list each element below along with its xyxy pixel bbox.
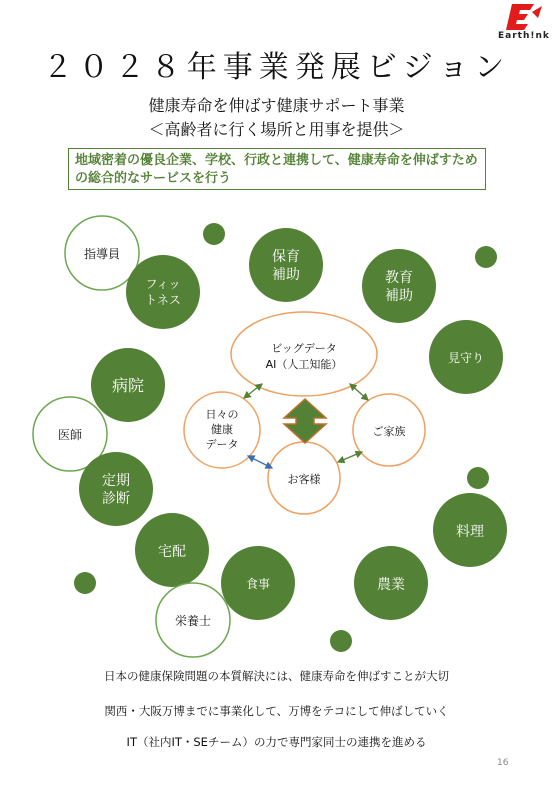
footer-line-1: 日本の健康保険問題の本質解決には、健康寿命を伸ばすことが大切 bbox=[104, 669, 449, 683]
connector-arrow bbox=[350, 384, 368, 400]
summary-box: 地域密着の優良企業、学校、行政と連携して、健康寿命を伸ばすための総合的なサービスを行う bbox=[68, 148, 486, 190]
partner-label: 医師 bbox=[57, 428, 83, 442]
subtitle-sub: ＜高齢者に行く場所と用事を提供＞ bbox=[148, 120, 405, 139]
decor-dot bbox=[467, 467, 489, 489]
decor-dot bbox=[330, 630, 352, 652]
partner-nutritionist bbox=[156, 583, 230, 657]
page-title: ２０２８年事業発展ビジョン bbox=[42, 50, 511, 85]
connector-arrow bbox=[244, 384, 262, 398]
partner-education bbox=[362, 249, 436, 323]
partner-agriculture bbox=[354, 546, 428, 620]
partner-label: 補助 bbox=[385, 288, 413, 304]
connector-arrow bbox=[248, 456, 272, 468]
partner-cooking bbox=[433, 493, 507, 567]
node-label: お客様 bbox=[287, 473, 321, 486]
page-number: 16 bbox=[497, 758, 509, 768]
partner-label: トネス bbox=[145, 293, 181, 307]
partner-instructor bbox=[65, 216, 139, 290]
partner-checkup bbox=[79, 452, 153, 526]
node-family bbox=[353, 394, 425, 466]
partner-label: 農業 bbox=[377, 577, 405, 593]
up-down-arrow-icon bbox=[284, 399, 326, 443]
partner-label: 栄養士 bbox=[174, 614, 212, 628]
footer-line-2: 関西・大阪万博までに事業化して、万博をテコにして伸ばしていく bbox=[104, 704, 449, 718]
partner-label: 定期 bbox=[102, 473, 130, 489]
node-label: ご家族 bbox=[372, 425, 406, 438]
partner-label: 保育 bbox=[272, 249, 300, 265]
node-label: ビッグデータ bbox=[271, 342, 337, 355]
node-label: 日々の bbox=[205, 408, 239, 421]
partner-label: 宅配 bbox=[158, 544, 186, 560]
partner-label: 食事 bbox=[245, 577, 271, 591]
subtitle-main: 健康寿命を伸ばす健康サポート事業 bbox=[148, 96, 405, 115]
partner-label: 教育 bbox=[385, 270, 413, 286]
earthink-logo bbox=[496, 2, 552, 46]
ecosystem-diagram bbox=[0, 200, 553, 660]
node-bigdata-ai bbox=[231, 312, 377, 396]
partner-hospital bbox=[91, 348, 165, 422]
partner-watch bbox=[429, 320, 503, 394]
node-label: データ bbox=[205, 438, 239, 451]
partner-fitness bbox=[126, 255, 200, 329]
partner-label: 診断 bbox=[102, 491, 130, 507]
connector-arrow bbox=[338, 452, 362, 462]
logo-text: Earth!nk bbox=[498, 31, 550, 41]
partner-meal bbox=[221, 546, 295, 620]
partner-label: 補助 bbox=[272, 267, 300, 283]
logo-mark-icon bbox=[504, 2, 544, 32]
partner-label: 料理 bbox=[456, 524, 484, 540]
partner-label: フィッ bbox=[145, 277, 181, 291]
node-label: AI（人工知能） bbox=[265, 358, 343, 371]
footer-line-3: IT（社内IT・SEチーム）の力で専門家同士の連携を進める bbox=[126, 735, 427, 749]
partner-label: 指導員 bbox=[83, 247, 121, 261]
node-customer bbox=[268, 442, 340, 514]
decor-dot bbox=[74, 572, 96, 594]
node-label: 健康 bbox=[211, 423, 233, 436]
partner-delivery bbox=[135, 513, 209, 587]
decor-dot bbox=[475, 246, 497, 268]
decor-dot bbox=[203, 223, 225, 245]
partner-label: 見守り bbox=[447, 351, 485, 365]
partner-label: 病院 bbox=[111, 376, 145, 395]
partner-childcare bbox=[249, 228, 323, 302]
